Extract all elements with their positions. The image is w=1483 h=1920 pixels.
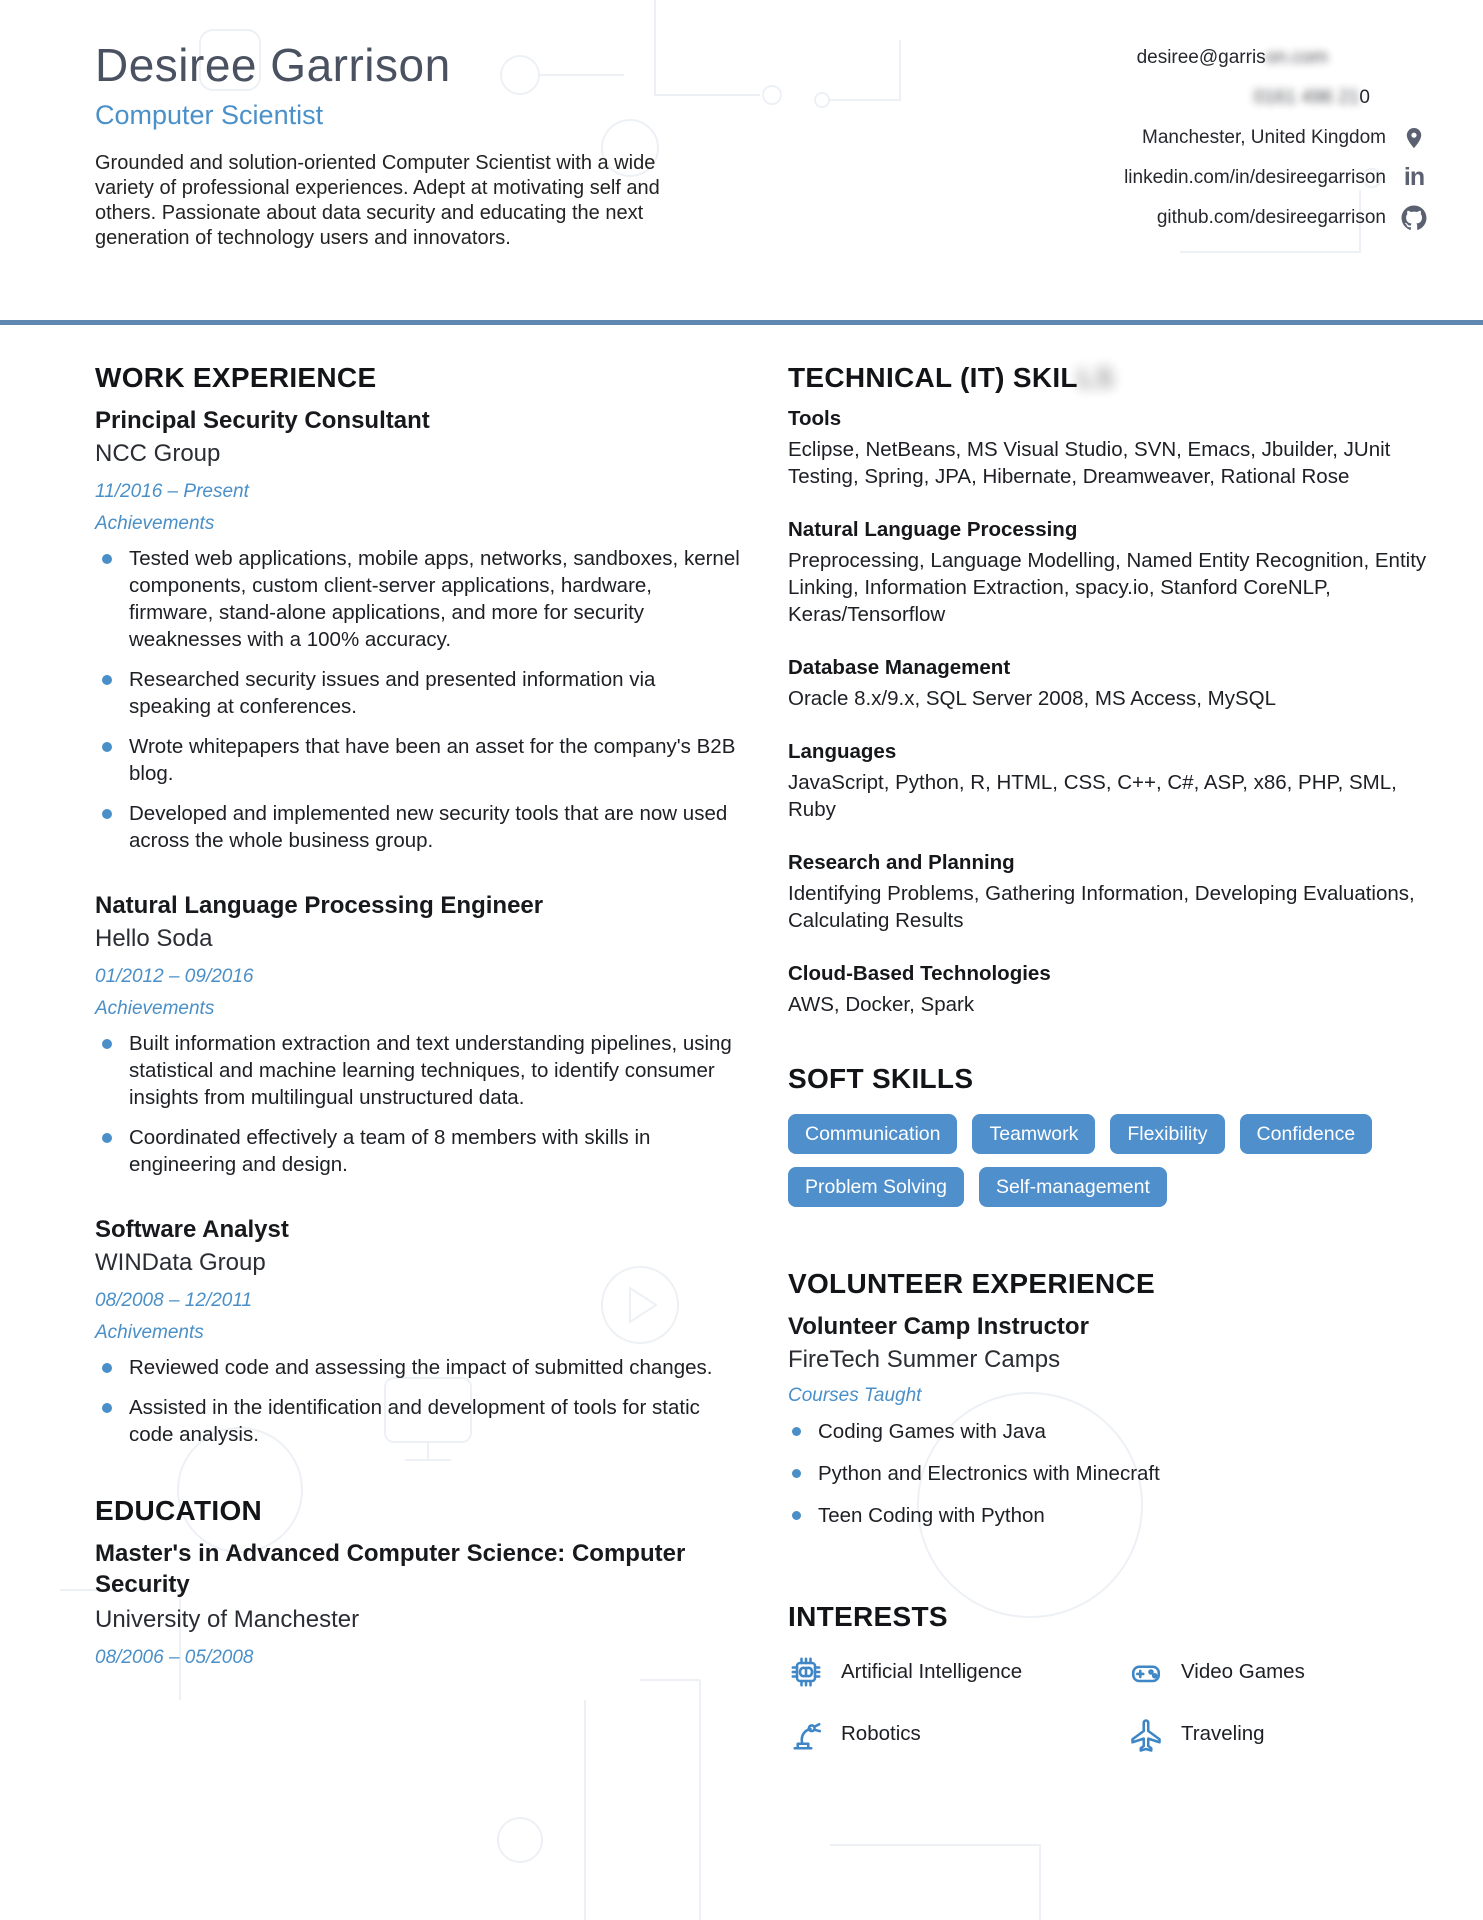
skill-group-items: Eclipse, NetBeans, MS Visual Studio, SVN, Emacs, Jbuilder, JUnit Testing, Spring, JPA, Hibernate, Dreamweaver, Rational Rose <box>788 438 1391 488</box>
job-dates: 01/2012 – 09/2016 <box>95 966 254 987</box>
interest-ai <box>788 1654 1128 1690</box>
job-company: NCC Group <box>95 440 221 467</box>
work-experience-heading: WORK EXPERIENCE <box>95 362 377 393</box>
job-title: Natural Language Processing Engineer <box>95 892 544 919</box>
soft-skill-pill: Teamwork <box>972 1114 1095 1154</box>
job-entry-2 <box>95 890 740 1178</box>
location-pin-icon <box>1400 124 1428 152</box>
skill-group-items: Identifying Problems, Gathering Information, Developing Evaluations, Calculating Results <box>788 882 1415 932</box>
gamepad-icon <box>1128 1654 1164 1690</box>
skill-group-tools <box>788 405 1433 490</box>
job-company: WINData Group <box>95 1249 266 1276</box>
volunteer-org: FireTech Summer Camps <box>788 1346 1061 1373</box>
interest-label: Artificial Intelligence <box>841 1660 1023 1683</box>
interest-label: Traveling <box>1181 1722 1265 1745</box>
skill-group-name: Database Management <box>788 656 1011 679</box>
phone-text: 0 <box>1359 86 1370 108</box>
job-dates: 11/2016 – Present <box>95 481 249 502</box>
github-icon <box>1400 204 1428 232</box>
job-bullets <box>95 545 740 854</box>
bullet-item: Assisted in the identification and development of tools for static code analysis. <box>95 1394 740 1448</box>
achievements-label: Achievements <box>95 513 215 534</box>
skill-group-name: Tools <box>788 407 842 430</box>
person-name: Desiree Garrison <box>95 39 451 91</box>
interests-section <box>788 1600 1433 1752</box>
ai-chip-icon <box>788 1654 824 1690</box>
skill-group-items: AWS, Docker, Spark <box>788 993 975 1016</box>
contact-github[interactable] <box>1157 204 1428 231</box>
soft-skill-pill: Confidence <box>1240 1114 1373 1154</box>
bullet-item: Coordinated effectively a team of 8 members with skills in engineering and design. <box>95 1124 740 1178</box>
interests-heading: INTERESTS <box>788 1601 948 1632</box>
person-title: Computer Scientist <box>95 100 324 130</box>
skill-group-languages <box>788 738 1433 823</box>
job-bullets <box>95 1354 740 1448</box>
job-entry-1 <box>95 405 740 854</box>
bullet-item: Teen Coding with Python <box>788 1501 1433 1530</box>
courses-taught-label: Courses Taught <box>788 1385 922 1406</box>
contact-phone <box>1254 84 1428 111</box>
job-company: Hello Soda <box>95 925 213 952</box>
job-title: Principal Security Consultant <box>95 407 430 434</box>
volunteer-role: Volunteer Camp Instructor <box>788 1313 1089 1340</box>
skill-group-database <box>788 654 1433 712</box>
contact-email[interactable] <box>1137 44 1428 71</box>
education-dates: 08/2006 – 05/2008 <box>95 1647 254 1668</box>
skill-group-name: Languages <box>788 740 897 763</box>
soft-skills-section <box>788 1062 1433 1207</box>
volunteer-bullets <box>788 1417 1433 1530</box>
skill-group-nlp <box>788 516 1433 628</box>
github-text: github.com/desireegarrison <box>1156 206 1386 228</box>
skill-group-items: JavaScript, Python, R, HTML, CSS, C++, C#, ASP, x86, PHP, SML, Ruby <box>788 771 1397 821</box>
contact-block <box>1124 44 1428 231</box>
soft-skill-pill: Communication <box>788 1114 957 1154</box>
skill-group-items: Preprocessing, Language Modelling, Named Entity Recognition, Entity Linking, Information Extraction, spacy.io, Stanford CoreNLP, Keras/Tensorflow <box>788 549 1427 626</box>
skill-group-name: Natural Language Processing <box>788 518 1078 541</box>
education-degree: Master's in Advanced Computer Science: Computer Security <box>95 1540 686 1598</box>
education-section <box>95 1494 740 1669</box>
achievements-label: Achievements <box>95 998 215 1019</box>
right-column <box>788 361 1433 1752</box>
linkedin-icon: in <box>1403 163 1425 191</box>
bullet-item: Researched security issues and presented information via speaking at conferences. <box>95 666 740 720</box>
soft-skills-heading: SOFT SKILLS <box>788 1063 974 1094</box>
achievements-label: Achivements <box>95 1322 204 1343</box>
volunteer-heading: VOLUNTEER EXPERIENCE <box>788 1268 1155 1299</box>
education-heading: EDUCATION <box>95 1495 263 1526</box>
interests-grid <box>788 1654 1433 1752</box>
contact-linkedin[interactable] <box>1124 164 1428 191</box>
soft-skill-pill: Problem Solving <box>788 1167 964 1207</box>
summary-text: Grounded and solution-oriented Computer Scientist with a wide variety of professional experiences. Adept at motivating self and others. Passionate about data security and educating the next generation of technology users and innovators. <box>95 152 660 249</box>
technical-skills-heading: TECHNICAL (IT) SKILLS <box>788 362 1115 393</box>
left-column <box>95 361 740 1752</box>
email-redacted: on.com <box>1265 46 1328 68</box>
bullet-item: Reviewed code and assessing the impact of submitted changes. <box>95 1354 740 1381</box>
interest-label: Video Games <box>1181 1660 1305 1683</box>
interest-label: Robotics <box>841 1722 921 1745</box>
airplane-icon <box>1128 1716 1164 1752</box>
bullet-item: Coding Games with Java <box>788 1417 1433 1446</box>
skill-group-cloud <box>788 960 1433 1018</box>
soft-skill-pill: Flexibility <box>1110 1114 1224 1154</box>
header <box>0 0 1483 325</box>
interest-robotics <box>788 1716 1128 1752</box>
bullet-item: Wrote whitepapers that have been an asset for the company's B2B blog. <box>95 733 740 787</box>
location-text: Manchester, United Kingdom <box>1142 126 1386 148</box>
skill-group-name: Cloud-Based Technologies <box>788 962 1051 985</box>
bullet-item: Built information extraction and text understanding pipelines, using statistical and machine learning techniques, to identify consumer insights from multilingual unstructured data. <box>95 1030 740 1111</box>
volunteer-section <box>788 1267 1433 1530</box>
skill-group-name: Research and Planning <box>788 851 1015 874</box>
resume-body <box>0 325 1483 1752</box>
linkedin-text: linkedin.com/in/desireegarrison <box>1124 166 1386 188</box>
skill-group-items: Oracle 8.x/9.x, SQL Server 2008, MS Access, MySQL <box>788 687 1277 710</box>
phone-redacted: 0161 496 21 <box>1253 86 1360 108</box>
bullet-item: Tested web applications, mobile apps, networks, sandboxes, kernel components, custom client-server applications, hardware, firmware, stand-alone applications, and more for security weaknesses with a 100% accuracy. <box>95 545 740 653</box>
interest-traveling <box>1128 1716 1433 1752</box>
job-entry-3 <box>95 1214 740 1448</box>
education-school: University of Manchester <box>95 1606 360 1633</box>
contact-location <box>1142 124 1428 151</box>
job-title: Software Analyst <box>95 1216 289 1243</box>
email-text: desiree@garris <box>1136 46 1266 68</box>
soft-skill-pill: Self-management <box>979 1167 1167 1207</box>
robot-arm-icon <box>788 1716 824 1752</box>
soft-skill-pills <box>788 1114 1433 1207</box>
header-identity <box>95 38 695 251</box>
heading-redacted: LS <box>1077 362 1115 393</box>
bullet-item: Developed and implemented new security tools that are now used across the whole business group. <box>95 800 740 854</box>
skill-group-research <box>788 849 1433 934</box>
interest-video-games <box>1128 1654 1433 1690</box>
job-bullets <box>95 1030 740 1178</box>
bullet-item: Python and Electronics with Minecraft <box>788 1459 1433 1488</box>
job-dates: 08/2008 – 12/2011 <box>95 1290 253 1311</box>
